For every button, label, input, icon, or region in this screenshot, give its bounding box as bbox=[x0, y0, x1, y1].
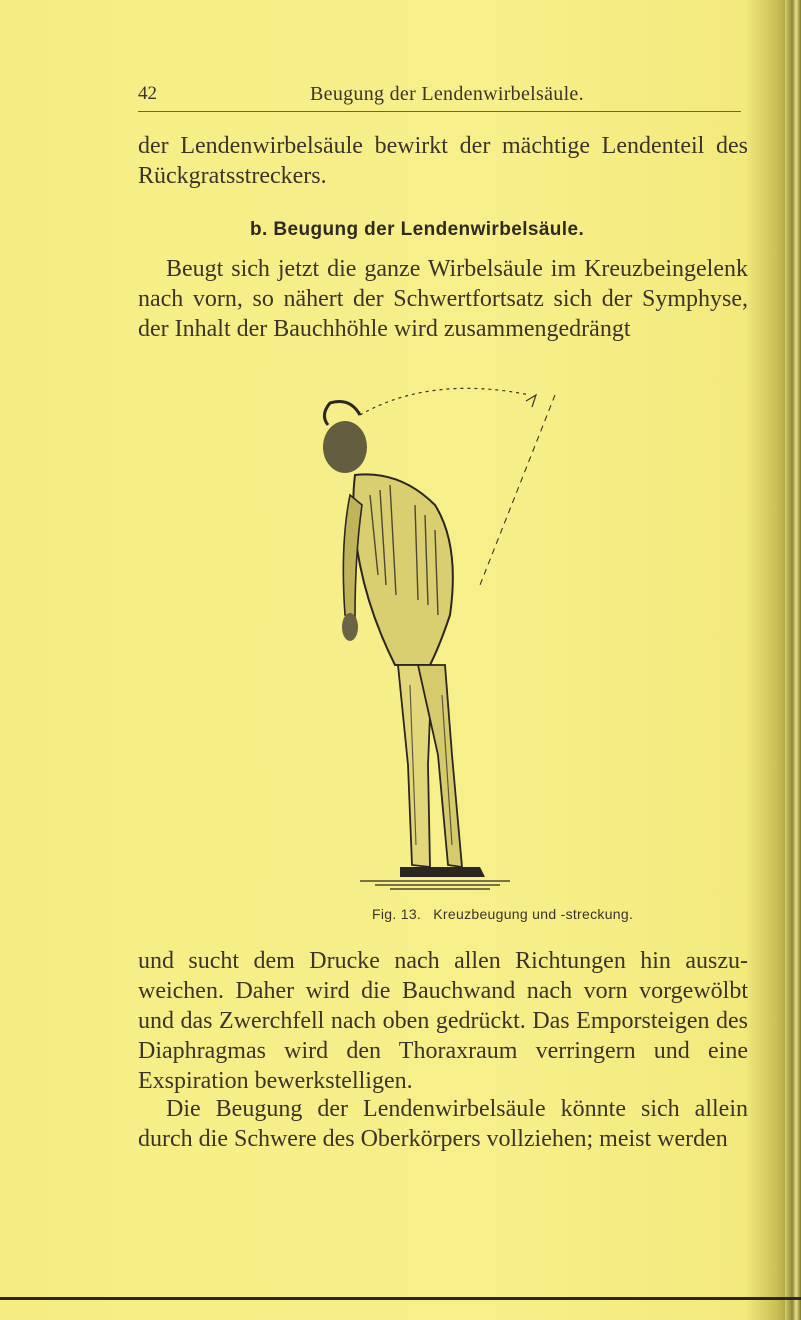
paragraph-schwere bbox=[138, 1094, 748, 1154]
hand bbox=[342, 613, 358, 641]
figure-caption bbox=[372, 906, 633, 922]
arrow-head bbox=[526, 395, 536, 407]
paragraph-beugung bbox=[138, 254, 748, 344]
forward-bending-figure-drawing bbox=[300, 385, 580, 905]
paragraph-richtungen bbox=[138, 946, 748, 1096]
running-header bbox=[138, 83, 741, 112]
paragraph-text: und sucht dem Drucke nach allen Richtungen hin auszuweichen. Daher wird die Bauchwand nach vorn vorgewölbt und das Zwerchfell nach oben gedrückt. Das Emporsteigen des Diaphragmas wird den Thoraxraum verringern und eine Exspiration bewerkstelligen. bbox=[138, 948, 748, 1094]
paragraph-text: Die Beugung der Lendenwirbelsäule könnte sich allein durch die Schwere des Oberkörpers vollziehen; meist werden bbox=[138, 1096, 748, 1152]
feet bbox=[400, 867, 485, 877]
page-edge-shadow bbox=[785, 0, 801, 1320]
torso bbox=[353, 474, 453, 665]
figure-caption-text: Kreuzbeugung und -streckung. bbox=[433, 906, 634, 922]
figure-number: Fig. 13. bbox=[372, 906, 422, 922]
figure-illustration bbox=[300, 385, 580, 905]
paragraph-text: der Lendenwirbelsäule bewirkt der mächtige Lendenteil des Rückgratsstreckers. bbox=[138, 133, 748, 189]
head bbox=[323, 421, 367, 473]
motion-line bbox=[480, 395, 555, 585]
page-number: 42 bbox=[138, 83, 157, 104]
section-heading: b. Beugung der Lendenwirbelsäule. bbox=[250, 219, 585, 240]
paragraph-text: Beugt sich jetzt die ganze Wirbelsäule im Kreuzbeingelenk nach vorn, so nähert der Schwertfortsatz sich der Symphyse, der Inhalt der Bauchhöhle wird zusammengedrängt bbox=[138, 256, 748, 342]
bottom-edge-line bbox=[0, 1297, 801, 1300]
paragraph-continuation bbox=[138, 131, 748, 191]
running-title: Beugung der Lendenwirbelsäule. bbox=[310, 83, 584, 105]
motion-arc bbox=[360, 388, 530, 415]
